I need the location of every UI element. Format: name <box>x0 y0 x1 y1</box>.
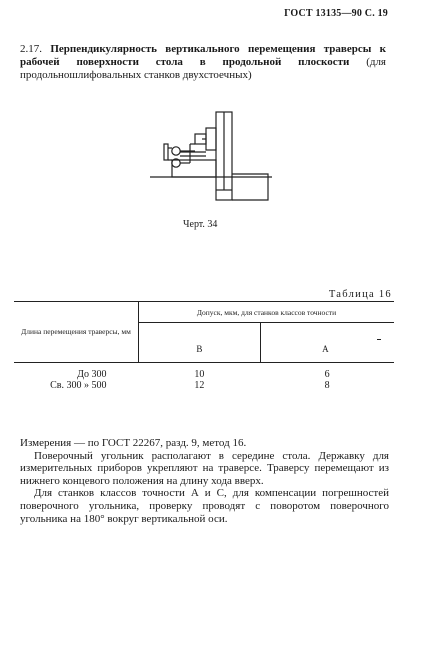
table-row <box>14 380 394 391</box>
paragraph-compensation: Для станков классов точности А и С, для компенсации погрешностей поверочного угольника, проверку проводят с поворотом поверочного угольника на 180° вокруг вертикальной оси. <box>20 487 389 525</box>
paragraph-measurement: Измерения — по ГОСТ 22267, разд. 9, метод 16. <box>20 437 247 449</box>
table-header-length: Длина перемещения траверсы, мм <box>14 302 139 363</box>
table-cell-b: 12 <box>194 380 205 391</box>
measurement-figure <box>150 102 272 207</box>
section-heading <box>20 43 386 82</box>
table-cell-length: Св. 300 » 500 <box>50 380 107 391</box>
table-row <box>14 363 394 381</box>
table-cell-a: 8 <box>324 380 330 391</box>
table-cell-b: 10 <box>194 369 205 380</box>
table-header-class-a: А <box>260 323 394 363</box>
figure-caption: Черт. 34 <box>183 219 218 230</box>
page-header: ГОСТ 13135—90 С. 19 <box>284 8 388 19</box>
table-header-class-b: В <box>139 323 261 363</box>
table-title: Таблица 16 <box>328 289 392 300</box>
section-subtitle: (для продольношлифовальных станков двухстоечных) <box>20 56 386 81</box>
paragraph-procedure: Поверочный угольник располагают в середине стола. Державку для измерительных приборов укрепляют на траверсе. Траверсу перемещают из нижнего концевого положения на длину хода вверх. <box>20 449 389 487</box>
machine-diagram <box>150 102 272 202</box>
section-title: Перпендикулярность вертикального перемещения траверсы к рабочей поверхности стола в продольной плоскости <box>20 43 386 68</box>
section-number: 2.17. <box>20 43 42 55</box>
tolerance-table <box>14 301 394 391</box>
body-text <box>20 437 389 525</box>
table-cell-a: 6 <box>324 369 330 380</box>
table-cell-length: До 300 <box>77 369 107 380</box>
table-header-tolerance: Допуск, мкм, для станков классов точности <box>139 302 395 323</box>
